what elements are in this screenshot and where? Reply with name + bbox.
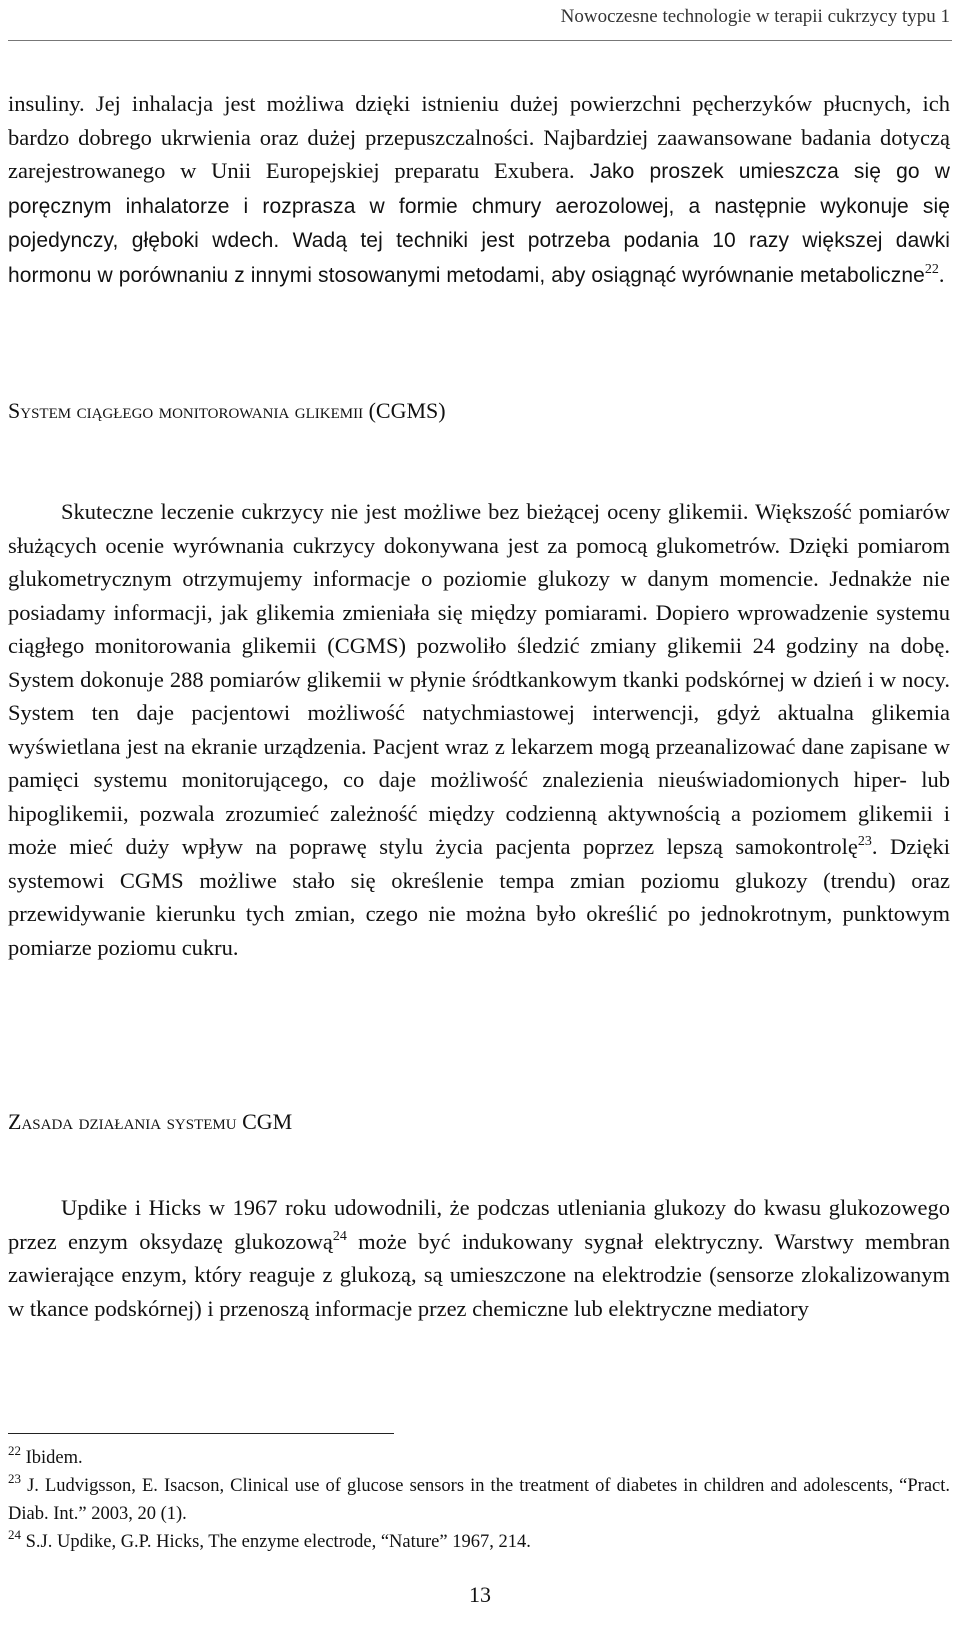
footnotes <box>8 1444 950 1556</box>
footnote-number: 24 <box>8 1527 21 1542</box>
footnote-ref-24[interactable]: 24 <box>332 1228 347 1244</box>
footnote-number: 22 <box>8 1443 21 1458</box>
footnote-23 <box>8 1472 950 1528</box>
footnote-24 <box>8 1528 950 1556</box>
footnote-text: J. Ludvigsson, E. Isacson, Clinical use of glucose sensors in the treatment of diabetes in children and adolescents, “Pract. Diab. Int.” 2003, 20 (1). <box>8 1476 951 1524</box>
footnote-22 <box>8 1444 950 1472</box>
footnote-number: 23 <box>8 1471 21 1486</box>
footnote-text: Ibidem. <box>25 1448 83 1468</box>
running-header: Nowoczesne technologie w terapii cukrzycy typu 1 <box>560 6 950 27</box>
paragraph-text: Skuteczne leczenie cukrzycy nie jest możliwe bez bieżącej oceny glikemii. Większość pomiarów służących ocenie wyrównania cukrzycy dokonywana jest za pomocą glukometrów. Dzięki pomiarom glukometrycznym otrzymujemy informacje o poziomie glukozy w danym momencie. Jednakże nie posiadamy informacji, jak glikemia zmieniała się między pomiarami. Dopiero wprowadzenie systemu ciągłego monitorowania glikemii (CGMS) pozwoliło śledzić zmiany glikemii 24 godziny na dobę. System dokonuje 288 pomiarów glikemii w płynie śródtkankowym tkanki podskórnej w dzień i w nocy. System ten daje pacjentowi możliwość natychmiastowej interwencji, gdyż aktualna glikemia wyświetlana jest na ekranie urządzenia. Pacjent wraz z lekarzem mogą przeanalizować dane zapisane w pamięci systemu monitorującego, co daje możliwość znalezienia nieuświadomionych hiper- lub hipoglikemii, pozwala zrozumieć zależność między codzienną aktywnością a poziomem glikemii i może mieć duży wpływ na poprawę stylu życia pacjenta poprzez lepszą samokontrolę <box>8 499 950 859</box>
footnote-ref-22[interactable]: 22 <box>924 261 939 277</box>
paragraph-text-sans: Jako proszek umieszcza się go w poręcznym inhalatorze i rozprasza w formie chmury aerozolowej, a następnie wykonuje się pojedynczy, głęboki wdech. <box>8 160 950 252</box>
page-number: 13 <box>469 1582 491 1607</box>
footnote-text: S.J. Updike, G.P. Hicks, The enzyme electrode, “Nature” 1967, 214. <box>25 1532 531 1552</box>
paragraph-text: . Dzięki systemowi CGMS możliwe stało się określenie tempa zmian poziomu glukozy (trendu) oraz przewidywanie kierunku tych zmian, czego nie można było określić po jednokrotnym, punktowym pomiarze poziomu cukru. <box>8 834 950 960</box>
section-heading-cgm-principle: Zasada działania systemu CGM <box>8 1109 293 1134</box>
paragraph-text: może być indukowany sygnał elektryczny. Warstwy membran zawierające enzym, który reaguje z glukozą, są umieszczone na elektrodzie (sensorze zlokalizowanym w tkance podskórnej) i przenoszą informacje przez chemiczne lub elektryczne mediatory <box>8 1228 951 1321</box>
paragraph-updike-hicks <box>8 1191 950 1325</box>
paragraph-text: insuliny. Jej inhalacja jest możliwa dzięki istnieniu dużej powierzchni pęcherzyków płucnych, ich bardzo dobrego ukrwienia oraz dużej przepuszczalności. Najbardziej zaawansowane badania dotyczą zarejestrowanego w Unii Europejskiej preparatu Exubera. <box>8 91 950 183</box>
section-heading-cgms: System ciągłego monitorowania glikemii (CGMS) <box>8 398 446 423</box>
header-divider <box>8 40 952 41</box>
paragraph-cgms <box>8 495 950 964</box>
footnote-ref-23[interactable]: 23 <box>857 834 872 849</box>
paragraph-end: . <box>938 261 945 287</box>
paragraph-text-sans: Wadą tej techniki jest potrzeba podania 10 razy większej dawki hormonu w porównaniu z innymi stosowanymi metodami, aby osiągnąć wyrównanie metaboliczne <box>8 229 950 287</box>
paragraph-text: Updike i Hicks w 1967 roku udowodnili, że podczas utleniania glukozy do kwasu glukozowego przez enzym oksydazę glukozową <box>8 1195 950 1254</box>
footnote-divider <box>8 1433 394 1434</box>
paragraph-inhaled-insulin <box>8 87 950 292</box>
